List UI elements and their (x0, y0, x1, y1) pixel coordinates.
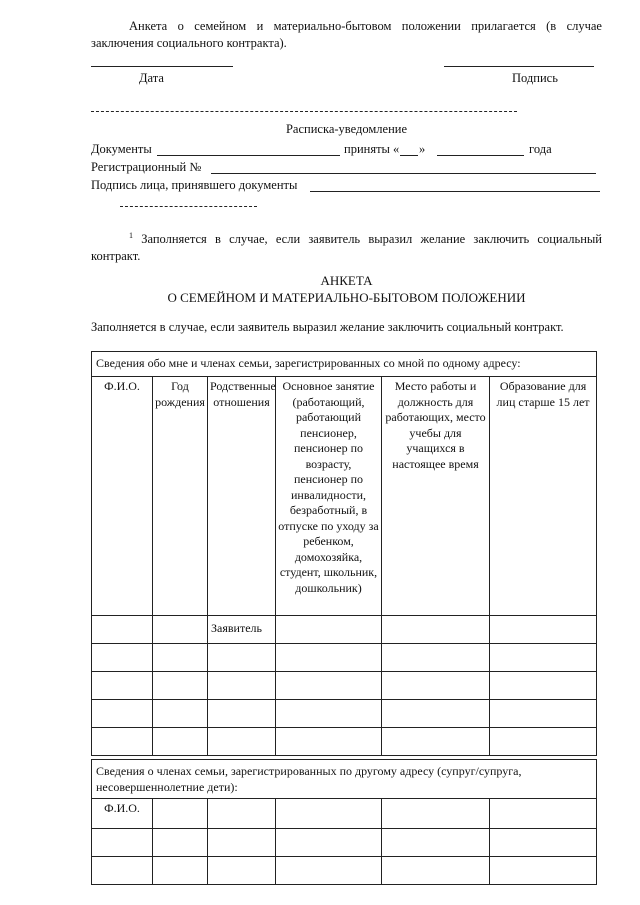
table-cell[interactable] (276, 616, 382, 644)
table-cell[interactable] (276, 829, 382, 857)
table-cell[interactable] (382, 672, 490, 700)
docs-prefix: Документы (91, 142, 152, 156)
table-row (92, 672, 597, 700)
table-row (92, 644, 597, 672)
table-cell[interactable] (382, 799, 490, 829)
table-cell[interactable] (92, 644, 153, 672)
signer-label: Подпись лица, принявшего документы (91, 178, 298, 192)
table-cell[interactable] (382, 700, 490, 728)
docs-field[interactable] (157, 155, 340, 156)
table-cell[interactable] (208, 700, 276, 728)
quote-close: » (419, 142, 426, 156)
col-education: Образование для лиц старше 15 лет (490, 377, 597, 616)
table-cell[interactable] (276, 799, 382, 829)
form-note: Заполняется в случае, если заявитель выразил желание заключить социальный контракт. (91, 320, 564, 334)
table-cell[interactable] (276, 728, 382, 756)
reg-number-label: Регистрационный № (91, 160, 202, 174)
table-cell[interactable] (490, 616, 597, 644)
table-cell[interactable] (490, 829, 597, 857)
table-row (92, 829, 597, 857)
year-label: года (529, 142, 552, 156)
table-row (92, 700, 597, 728)
table-row (92, 728, 597, 756)
table-cell[interactable] (153, 616, 208, 644)
table-cell[interactable] (490, 728, 597, 756)
footnote (91, 227, 602, 265)
table-cell[interactable] (153, 644, 208, 672)
date-line[interactable] (91, 66, 233, 67)
table-cell[interactable] (208, 644, 276, 672)
signature-label: Подпись (512, 71, 558, 85)
table-cell[interactable] (490, 644, 597, 672)
table-cell[interactable] (490, 672, 597, 700)
table-cell[interactable] (92, 700, 153, 728)
footnote-separator (120, 206, 257, 207)
cut-line (91, 111, 517, 112)
table-cell[interactable] (276, 857, 382, 885)
table-cell[interactable] (208, 799, 276, 829)
date-label: Дата (139, 71, 164, 85)
table-cell[interactable] (382, 644, 490, 672)
family-table-other-address (91, 759, 597, 885)
table-cell[interactable] (153, 799, 208, 829)
reg-number-field[interactable] (211, 173, 596, 174)
table-cell[interactable] (276, 644, 382, 672)
col-birth-year: Год рождения (153, 377, 208, 616)
form-title: АНКЕТА (320, 273, 373, 288)
table-cell[interactable] (276, 700, 382, 728)
col-workplace: Место работы и должность для работающих, место учебы для учащихся в настоящее время (382, 377, 490, 616)
table-cell[interactable] (490, 799, 597, 829)
table-cell[interactable] (208, 728, 276, 756)
table-cell[interactable] (490, 857, 597, 885)
table-cell[interactable] (276, 672, 382, 700)
day-field[interactable] (400, 155, 418, 156)
table-cell[interactable] (92, 672, 153, 700)
signer-field[interactable] (310, 191, 600, 192)
col-occupation: Основное занятие (работающий, работающий пенсионер, пенсионер по возрасту, пенсионер по инвалидности, безработный, в отпуске по уходу за ребенком, домохозяйка, студент, школьник, дошкольник) (276, 377, 382, 616)
form-subtitle: О СЕМЕЙНОМ И МАТЕРИАЛЬНО-БЫТОВОМ ПОЛОЖЕНИИ (167, 290, 526, 305)
intro-paragraph: Анкета о семейном и материально-бытовом положении прилагается (в случае заключения социального контракта). (91, 19, 602, 50)
month-field[interactable] (437, 155, 524, 156)
table-cell[interactable] (490, 700, 597, 728)
table-cell[interactable] (382, 857, 490, 885)
applicant-cell: Заявитель (208, 616, 276, 644)
table-row (92, 616, 597, 644)
table-cell[interactable] (153, 672, 208, 700)
signature-line[interactable] (444, 66, 594, 67)
table-cell[interactable] (92, 616, 153, 644)
table-cell[interactable] (153, 857, 208, 885)
table-cell[interactable] (92, 857, 153, 885)
table-cell[interactable] (92, 829, 153, 857)
table-cell[interactable] (382, 829, 490, 857)
table-cell[interactable] (208, 829, 276, 857)
footnote-text: Заполняется в случае, если заявитель выразил желание заключить социальный контракт. (91, 232, 602, 264)
table-cell[interactable] (382, 728, 490, 756)
table-cell[interactable] (153, 728, 208, 756)
table-cell[interactable] (208, 672, 276, 700)
docs-accepted-label: приняты « (344, 142, 400, 156)
table-cell[interactable] (153, 829, 208, 857)
col-fio: Ф.И.О. (92, 799, 153, 829)
table-cell[interactable] (92, 728, 153, 756)
col-relation: Родственные отношения (208, 377, 276, 616)
receipt-title: Расписка-уведомление (285, 122, 408, 136)
section2-title: Сведения о членах семьи, зарегистрированных по другому адресу (супруг/супруга, несовершеннолетние дети): (92, 760, 597, 799)
section1-title: Сведения обо мне и членах семьи, зарегистрированных со мной по одному адресу: (92, 352, 597, 377)
footnote-mark: 1 (129, 231, 133, 240)
table-cell[interactable] (208, 857, 276, 885)
col-fio: Ф.И.О. (92, 377, 153, 616)
table-cell[interactable] (153, 700, 208, 728)
table-cell[interactable] (382, 616, 490, 644)
family-table-same-address (91, 351, 597, 756)
table-row (92, 857, 597, 885)
